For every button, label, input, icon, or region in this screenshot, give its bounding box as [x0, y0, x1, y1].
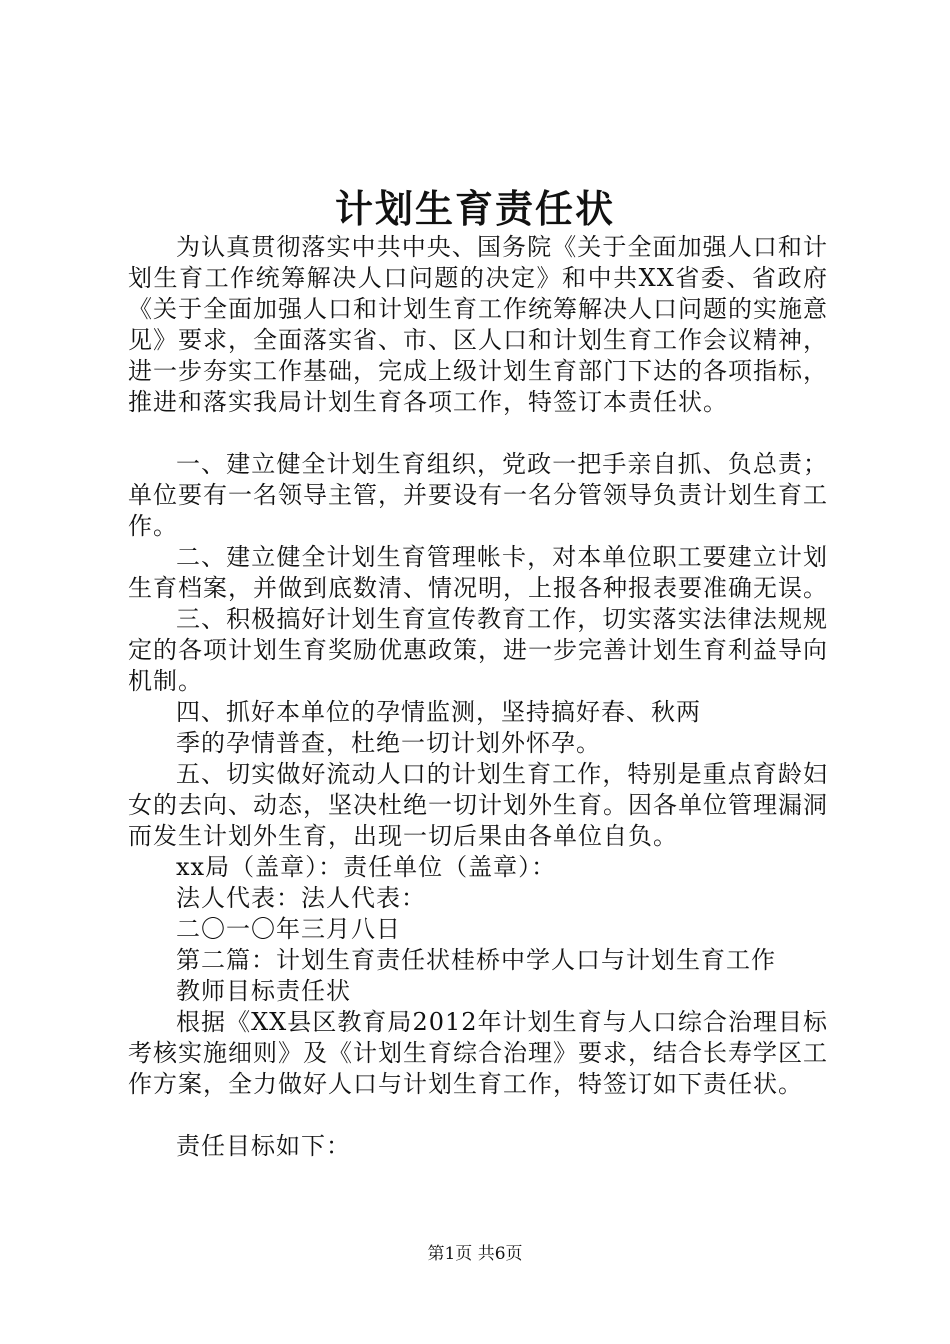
clause-four-line-2: 季的孕情普查，杜绝一切计划外怀孕。 — [176, 729, 601, 757]
seal-line: xx局（盖章）：责任单位（盖章）： — [176, 853, 557, 881]
document-body — [128, 232, 828, 1162]
document-title: 计划生育责任状 — [334, 186, 615, 231]
clause-one: 一、建立健全计划生育组织，党政一把手亲自抓、负总责；单位要有一名领导主管，并要设有一名分管领导负责计划生育工作。 — [128, 450, 828, 540]
clause-two: 二、建立健全计划生育管理帐卡，对本单位职工要建立计划生育档案，并做到底数清、情况明，上报各种报表要准确无误。 — [128, 543, 828, 602]
second-article-heading: 第二篇：计划生育责任状桂桥中学人口与计划生育工作 — [176, 946, 776, 974]
goals-heading: 责任目标如下： — [176, 1132, 351, 1160]
intro-paragraph: 为认真贯彻落实中共中央、国务院《关于全面加强人口和计划生育工作统筹解决人口问题的决定》和中共XX省委、省政府《关于全面加强人口和计划生育工作统筹解决人口问题的实施意见》要求，全面落实省、市、区人口和计划生育工作会议精神，进一步夯实工作基础，完成上级计划生育部门下达的各项指标，推进和落实我局计划生育各项工作，特签订本责任状。 — [128, 233, 828, 416]
page-number-footer: 第1页 共6页 — [427, 1244, 523, 1264]
clause-four-line-1: 四、抓好本单位的孕情监测，坚持搞好春、秋两 — [176, 698, 701, 726]
paragraph-spacer — [128, 418, 828, 449]
second-article-intro: 根据《XX县区教育局2012年计划生育与人口综合治理目标考核实施细则》及《计划生育综合治理》要求，结合长寿学区工作方案，全力做好人口与计划生育工作，特签订如下责任状。 — [128, 1008, 828, 1098]
second-article-heading-cont: 教师目标责任状 — [176, 977, 351, 1005]
clause-five: 五、切实做好流动人口的计划生育工作，特别是重点育龄妇女的去向、动态，坚决杜绝一切计划外生育。因各单位管理漏洞而发生计划外生育，出现一切后果由各单位自负。 — [128, 760, 828, 850]
paragraph-spacer — [128, 1100, 828, 1131]
clause-three: 三、积极搞好计划生育宣传教育工作，切实落实法律法规规定的各项计划生育奖励优惠政策，进一步完善计划生育利益导向机制。 — [128, 605, 828, 695]
legal-representative-line: 法人代表：法人代表： — [176, 884, 426, 912]
signing-date: 二〇一〇年三月八日 — [176, 915, 401, 943]
